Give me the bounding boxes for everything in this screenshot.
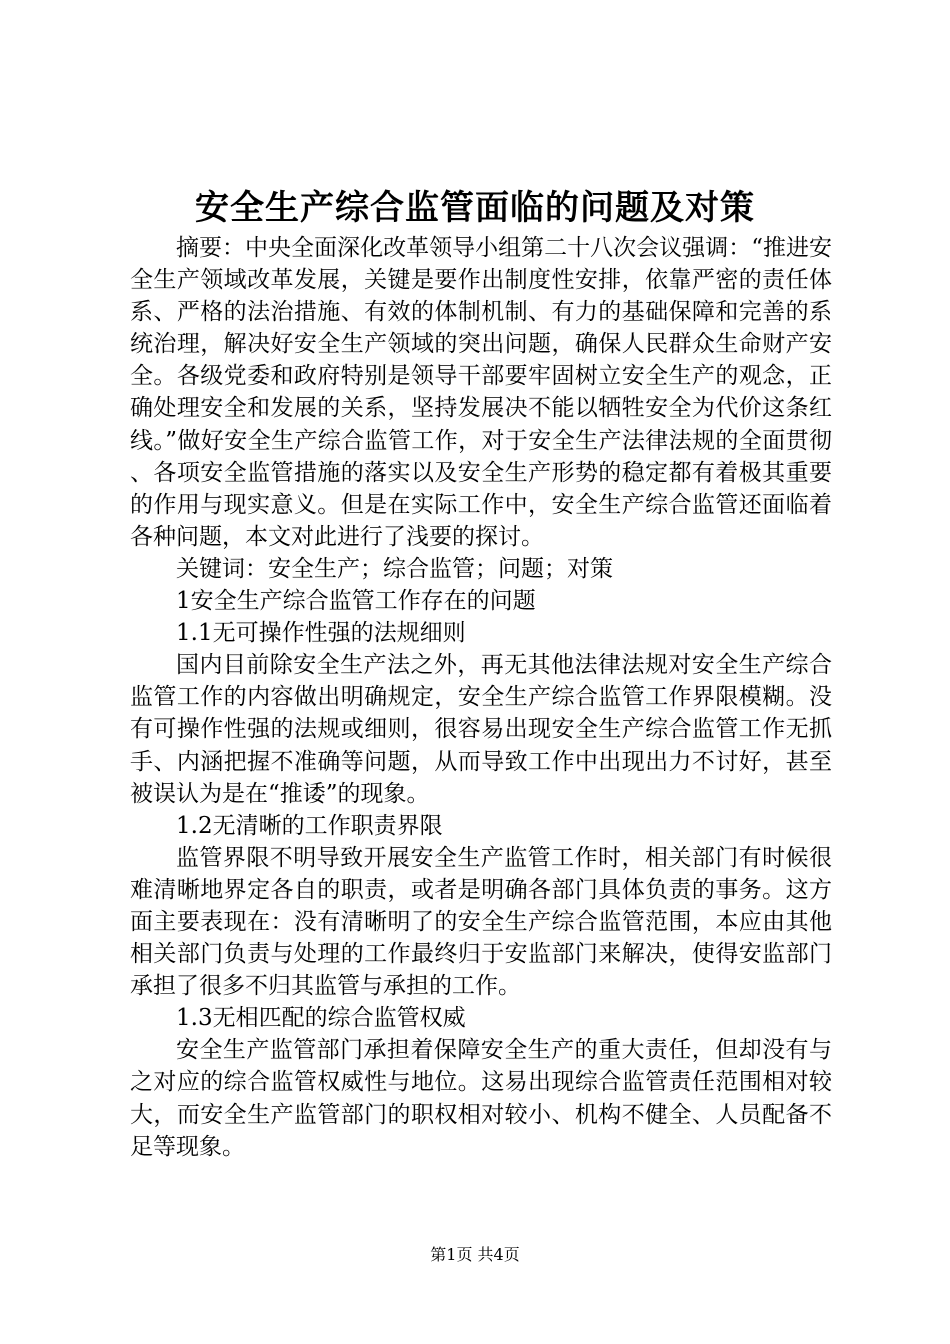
page-footer: 第1页 共4页: [430, 1245, 520, 1264]
body-paragraph: 国内目前除安全生产法之外，再无其他法律法规对安全生产综合监管工作的内容做出明确规定，安全生产综合监管工作界限模糊。没有可操作性强的法规或细则，很容易出现安全生产综合监管工作无抓手、内涵把握不准确等问题，从而导致工作中出现出力不讨好，甚至被误认为是在“推诿”的现象。: [130, 652, 832, 807]
keywords-line: 关键词：安全生产；综合监管；问题；对策: [176, 555, 613, 582]
abstract-paragraph: 摘要：中央全面深化改革领导小组第二十八次会议强调：“推进安全生产领域改革发展，关键是要作出制度性安排，依靠严密的责任体系、严格的法治措施、有效的体制机制、有力的基础保障和完善的系统治理，解决好安全生产领域的突出问题，确保人民群众生命财产安全。各级党委和政府特别是领导干部要牢固树立安全生产的观念，正确处理安全和发展的关系，坚持发展决不能以牺牲安全为代价这条红线。”做好安全生产综合监管工作，对于安全生产法律法规的全面贯彻、各项安全监管措施的落实以及安全生产形势的稳定都有着极其重要的作用与现实意义。但是在实际工作中，安全生产综合监管还面临着各种问题，本文对此进行了浅要的探讨。: [130, 235, 832, 550]
body-paragraph: 安全生产监管部门承担着保障安全生产的重大责任，但却没有与之对应的综合监管权威性与地位。这易出现综合监管责任范围相对较大，而安全生产监管部门的职权相对较小、机构不健全、人员配备不足等现象。: [130, 1037, 832, 1160]
subsection-heading: 1.3无相匹配的综合监管权威: [176, 1005, 466, 1032]
section-heading: 1安全生产综合监管工作存在的问题: [176, 588, 536, 615]
document-body: [130, 232, 832, 1163]
subsection-heading: 1.1无可操作性强的法规细则: [176, 620, 466, 647]
body-paragraph: 监管界限不明导致开展安全生产监管工作时，相关部门有时候很难清晰地界定各自的职责，或者是明确各部门具体负责的事务。这方面主要表现在：没有清晰明了的安全生产综合监管范围，本应由其他相关部门负责与处理的工作最终归于安监部门来解决，使得安监部门承担了很多不归其监管与承担的工作。: [130, 844, 832, 1000]
subsection-heading: 1.2无清晰的工作职责界限: [176, 812, 443, 839]
document-title: 安全生产综合监管面临的问题及对策: [195, 188, 755, 228]
